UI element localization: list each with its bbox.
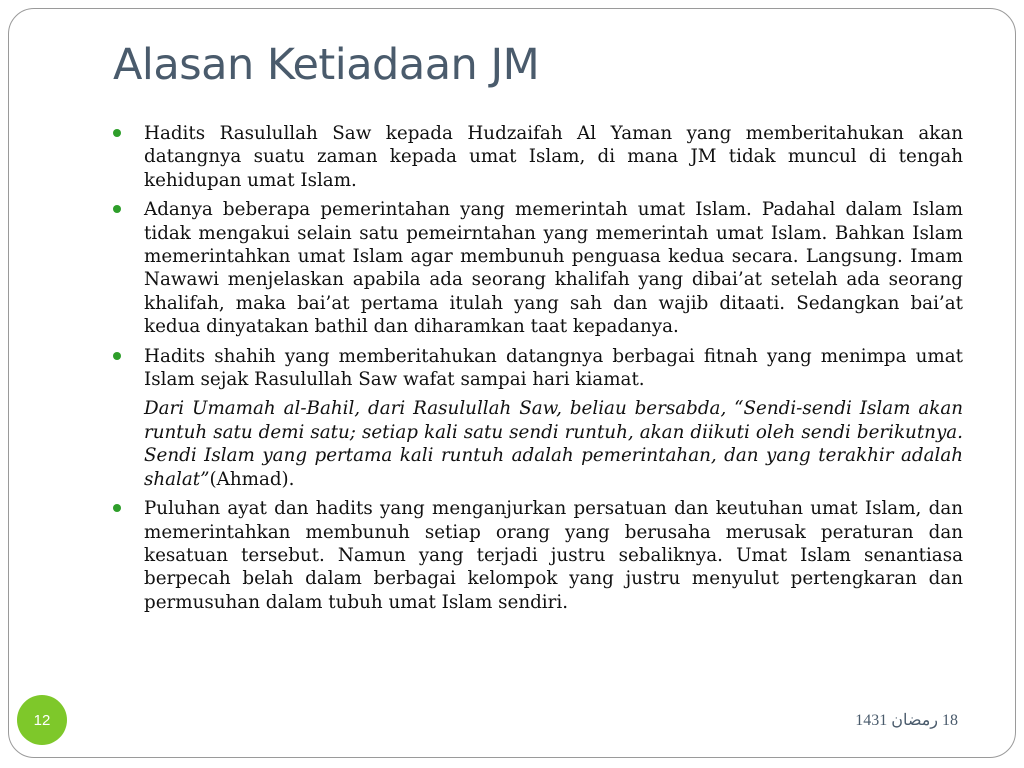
slide-title: Alasan Ketiadaan JM (113, 40, 540, 90)
bullet-text: Hadits shahih yang memberitahukan datangnya berbagai fitnah yang menimpa umat Islam sejak Rasulullah Saw wafat sampai hari kiamat. (144, 345, 963, 391)
page-number-badge: 12 (17, 695, 67, 745)
bullet-dot-icon (113, 352, 121, 360)
bullet-dot-icon (113, 129, 121, 137)
hadith-quote (113, 397, 963, 491)
bullet-text: Hadits Rasulullah Saw kepada Hudzaifah Al Yaman yang memberitahukan akan datangnya suatu zaman kepada umat Islam, di mana JM tidak muncul di tengah kehidupan umat Islam. (144, 123, 963, 191)
bullet-dot-icon (113, 205, 121, 213)
bullet-text: Adanya beberapa pemerintahan yang memerintah umat Islam. Padahal dalam Islam tidak mengakui selain satu pemeirntahan yang memerintah umat Islam. Bahkan Islam memerintahkan umat Islam agar membunuh penguasa kedua secara. Langsung. Imam Nawawi menjelaskan apabila ada seorang khalifah yang dibai’at setelah ada seorang khalifah, maka bai’at pertama itulah yang sah dan wajib ditaati. Sedangkan bai’at kedua dinyatakan bathil dan diharamkan taat kepadanya. (144, 199, 963, 338)
bullet-item-2 (113, 198, 963, 338)
quote-source: (Ahmad). (209, 468, 295, 490)
footer-date: 18 رمضان 1431 (855, 712, 958, 729)
bullet-item-4 (113, 497, 963, 614)
bullet-text: Puluhan ayat dan hadits yang menganjurkan persatuan dan keutuhan umat Islam, dan memerintahkan membunuh setiap orang yang berusaha merusak peraturan dan kesatuan tersebut. Namun yang terjadi justru sebaliknya. Umat Islam senantiasa berpecah belah dalam berbagai kelompok yang justru menyulut pertengkaran dan permusuhan dalam tubuh umat Islam sendiri. (144, 498, 963, 613)
slide-content (113, 122, 963, 620)
bullet-item-3 (113, 345, 963, 392)
bullet-item-1 (113, 122, 963, 192)
bullet-dot-icon (113, 504, 121, 512)
quote-italic-text: Dari Umamah al-Bahil, dari Rasulullah Saw, beliau bersabda, “Sendi-sendi Islam akan runtuh satu demi satu; setiap kali satu sendi runtuh, akan diikuti oleh sendi berikutnya. Sendi Islam yang pertama kali runtuh adalah pemerintahan, dan yang terakhir adalah shalat” (144, 398, 963, 490)
